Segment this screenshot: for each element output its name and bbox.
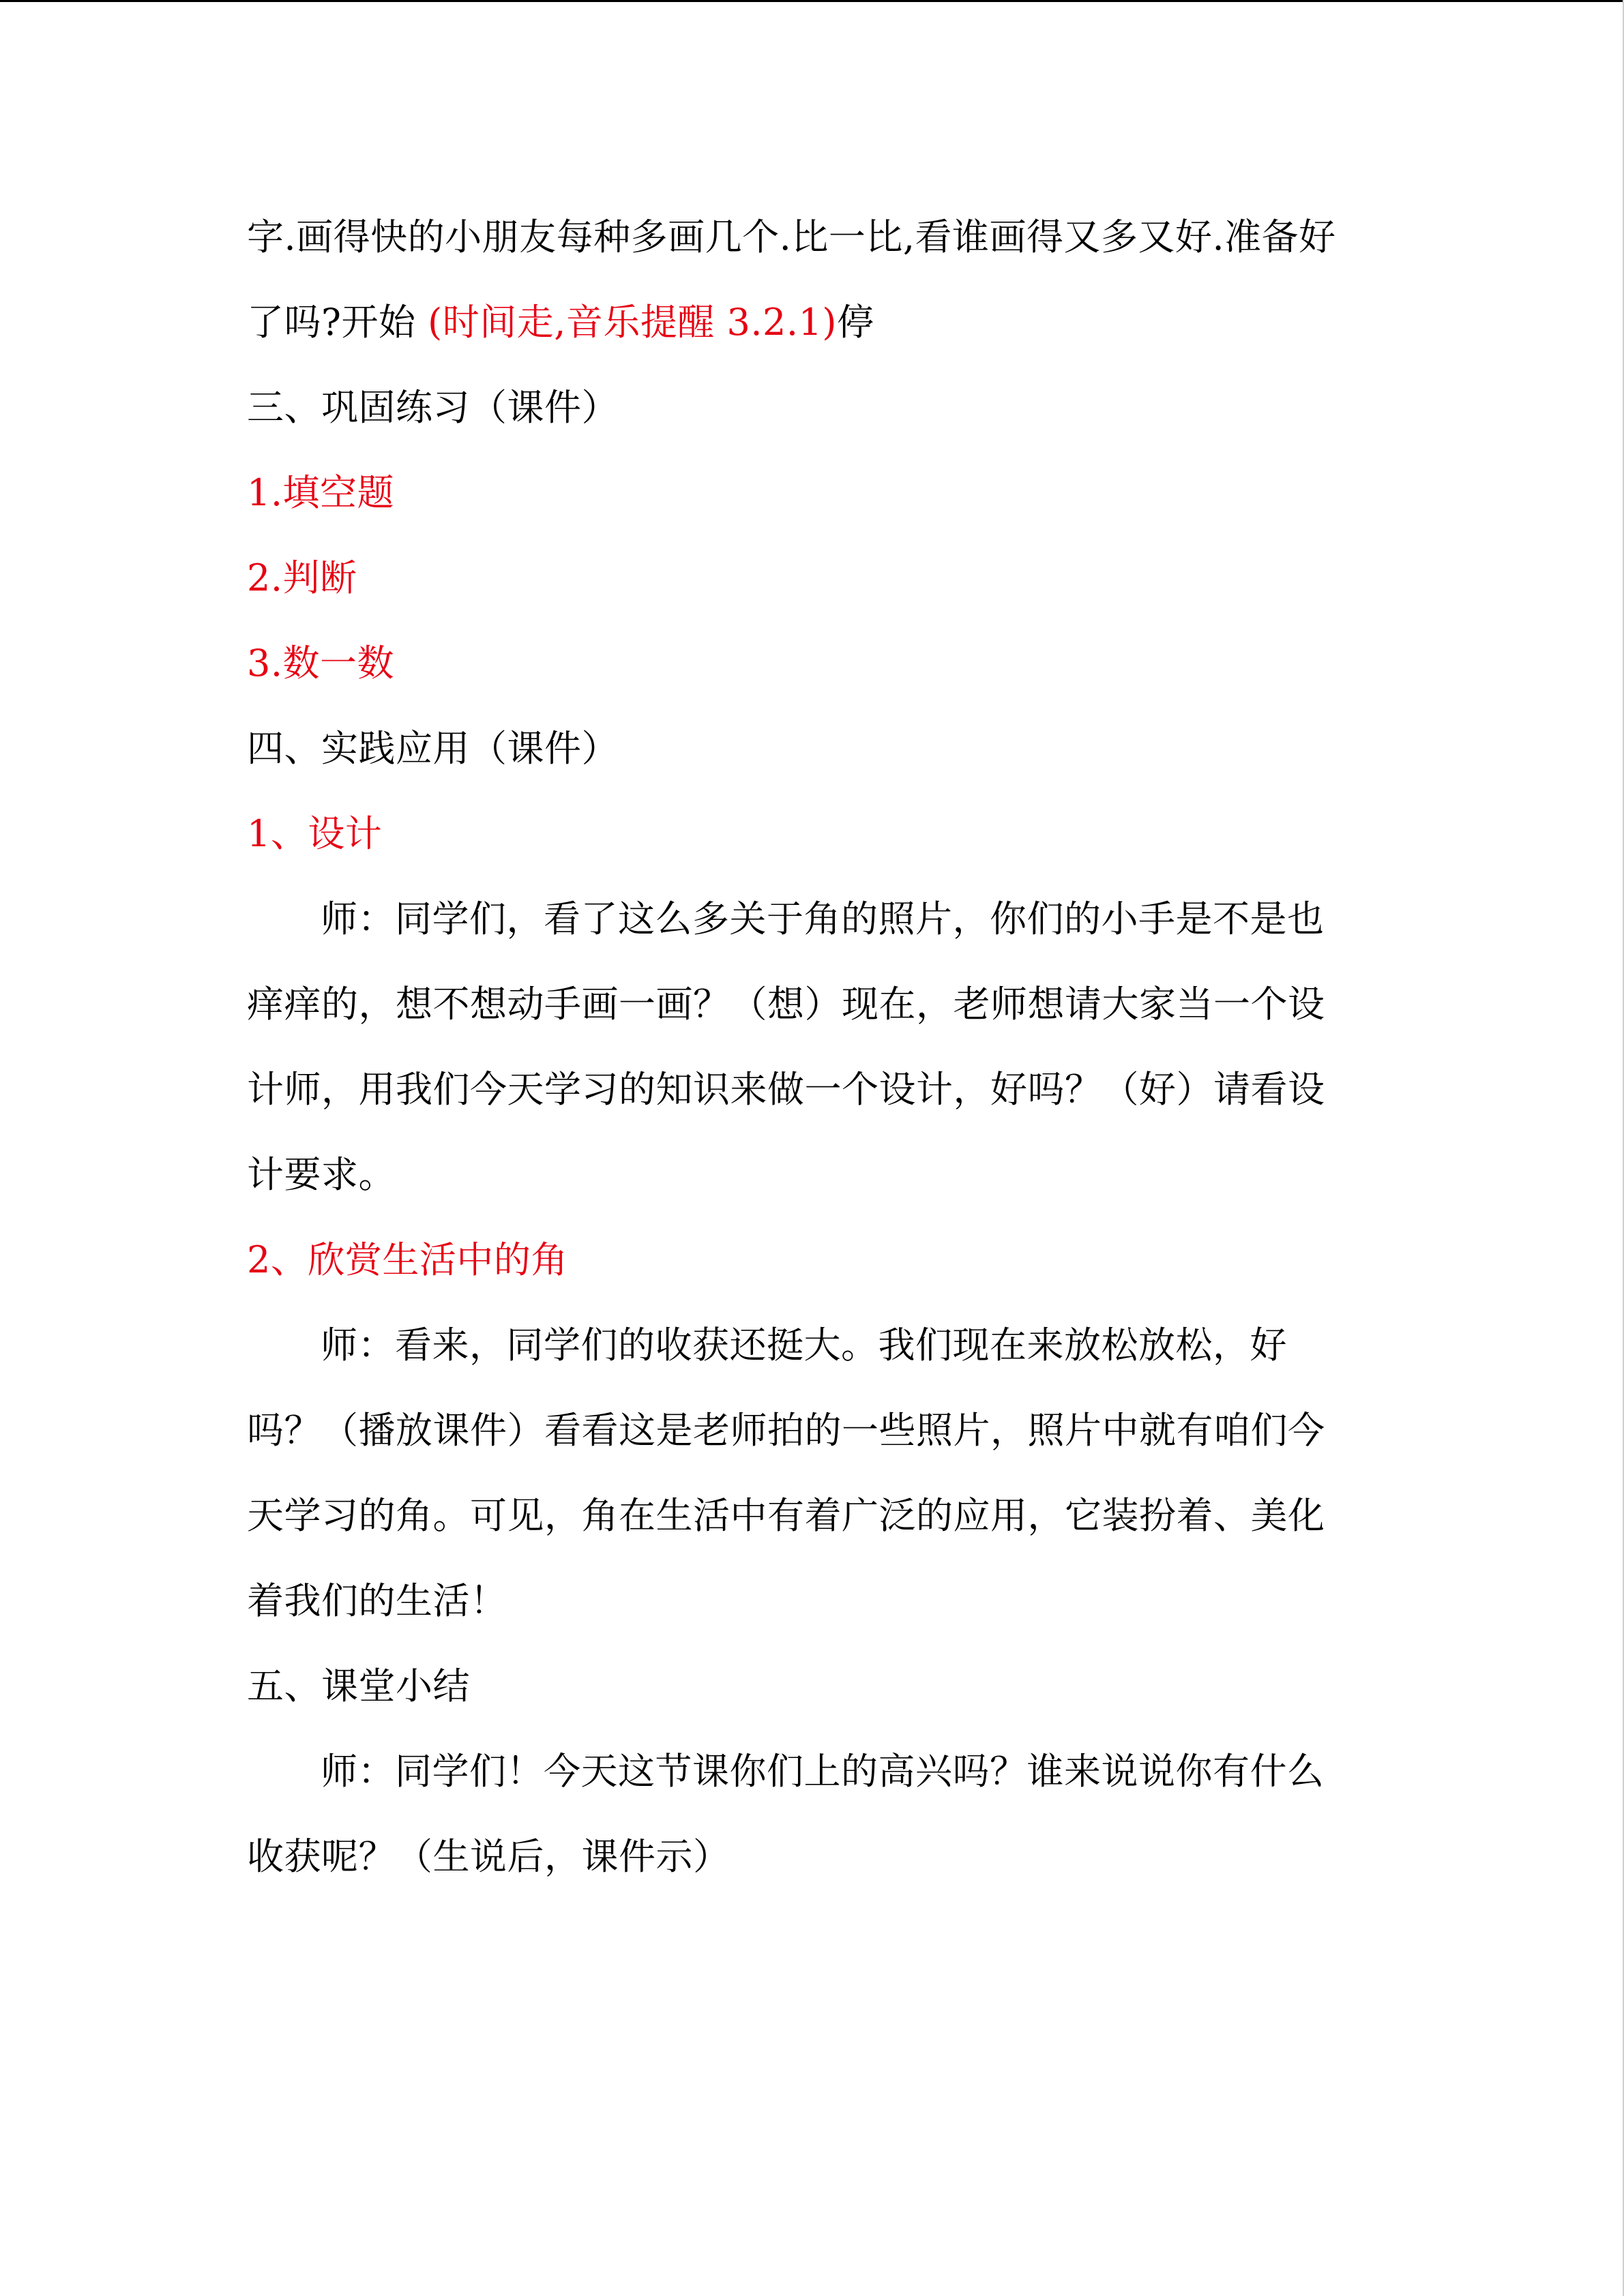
paragraph-line: 吗？（播放课件）看看这是老师拍的一些照片，照片中就有咱们今 xyxy=(247,1409,1325,1452)
paragraph-line: 痒痒的，想不想动手画一画？（想）现在，老师想请大家当一个设 xyxy=(247,983,1325,1026)
page-top-border xyxy=(0,0,1624,2)
paragraph-line: 师：同学们，看了这么多关于角的照片，你们的小手是不是也 xyxy=(321,897,1325,940)
highlighted-text-run: (时间走,音乐提醒 3.2.1) xyxy=(428,301,837,344)
exercise-item: 1.填空题 xyxy=(247,471,395,514)
paragraph-line: 字.画得快的小朋友每种多画几个.比一比,看谁画得又多又好.准备好 xyxy=(247,215,1336,258)
subsection-heading: 2、欣赏生活中的角 xyxy=(247,1238,568,1281)
text-run: 了吗?开始 xyxy=(247,301,428,344)
subsection-heading: 1、设计 xyxy=(247,812,383,855)
exercise-item: 3.数一数 xyxy=(247,642,395,685)
exercise-item: 2.判断 xyxy=(247,556,357,599)
paragraph-line: 着我们的生活！ xyxy=(247,1579,507,1622)
paragraph-line: 天学习的角。可见，角在生活中有着广泛的应用，它装扮着、美化 xyxy=(247,1494,1325,1537)
text-run: 停 xyxy=(837,301,874,344)
paragraph-line: 师：看来，同学们的收获还挺大。我们现在来放松放松，好 xyxy=(321,1324,1287,1367)
paragraph-line: 计师，用我们今天学习的知识来做一个设计，好吗？（好）请看设 xyxy=(247,1068,1325,1111)
section-heading: 三、巩固练习（课件） xyxy=(247,386,619,429)
document-page xyxy=(247,194,1359,1899)
paragraph-line: 计要求。 xyxy=(247,1153,396,1196)
section-heading: 四、实践应用（课件） xyxy=(247,727,619,770)
paragraph-line xyxy=(247,280,1359,365)
paragraph-line: 收获呢？（生说后，课件示） xyxy=(247,1835,730,1878)
section-heading: 五、课堂小结 xyxy=(247,1665,470,1708)
paragraph-line: 师：同学们！今天这节课你们上的高兴吗？谁来说说你有什么 xyxy=(321,1750,1325,1793)
